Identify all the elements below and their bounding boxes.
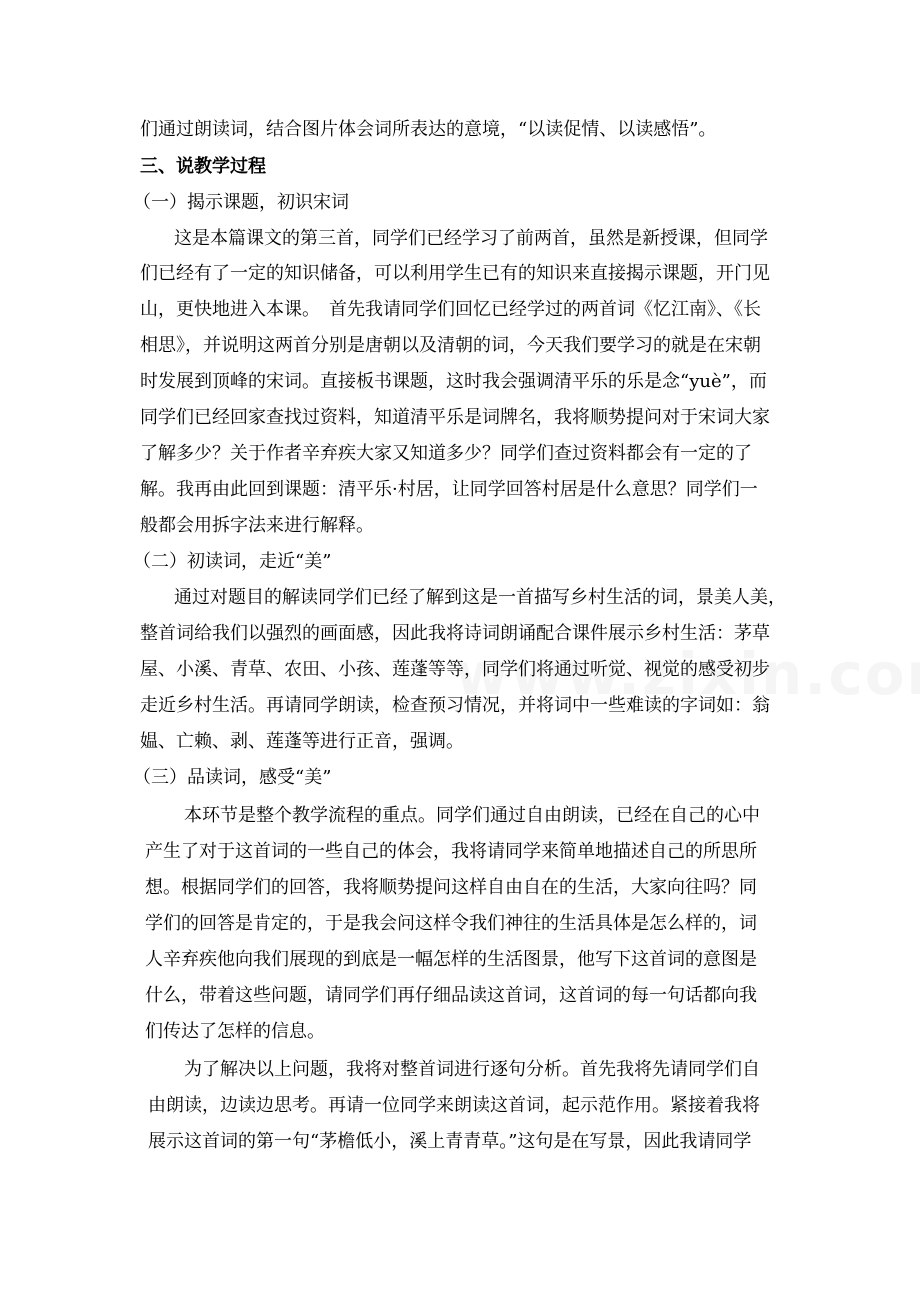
paragraph-line: 解。我再由此回到课题：清平乐·村居，让同学回答村居是什么意思？同学们一 — [140, 479, 758, 500]
paragraph-line: 屋、小溪、青草、农田、小孩、莲蓬等等，同学们将通过听觉、视觉的感受初步 — [140, 659, 770, 680]
paragraph-line: 整首词给我们以强烈的画面感，因此我将诗词朗诵配合课件展示乡村生活：茅草 — [140, 623, 770, 644]
paragraph-line: 展示这首词的第一句“茅檐低小，溪上青青草。”这句是在写景，因此我请同学 — [148, 1131, 752, 1152]
paragraph-line: 产生了对于这首词的一些自己的体会，我将请同学来简单地描述自己的所思所 — [145, 841, 757, 862]
paragraph-line: 本环节是整个教学流程的重点。同学们通过自由朗读，已经在自己的心中 — [148, 805, 760, 826]
paragraph-line: 们通过朗读词，结合图片体会词所表达的意境，“以读促情、以读感悟”。 — [140, 119, 717, 140]
paragraph-line: 由朗读，边读边思考。再请一位同学来朗读这首词，起示范作用。紧接着我将 — [148, 1095, 760, 1116]
paragraph-line: 为了解决以上问题，我将对整首词进行逐句分析。首先我将先请同学们自 — [148, 1059, 760, 1080]
paragraph-line: 想。根据同学们的回答，我将顺势提问这样自由自在的生活，大家向往吗？同 — [145, 877, 757, 898]
paragraph-line: 时发展到顶峰的宋词。直接板书课题，这时我会强调清平乐的乐是念“yuè”，而 — [140, 371, 767, 392]
paragraph-line: 同学们已经回家查找过资料，知道清平乐是词牌名，我将顺势提问对于宋词大家 — [140, 407, 770, 428]
paragraph-line: 们传达了怎样的信息。 — [145, 1021, 325, 1042]
paragraph-line: 般都会用拆字法来进行解释。 — [140, 515, 374, 536]
paragraph-line: 了解多少？关于作者辛弃疾大家又知道多少？同学们查过资料都会有一定的了 — [140, 443, 752, 464]
paragraph-line: 相思》，并说明这两首分别是唐朝以及清朝的词，今天我们要学习的就是在宋朝 — [140, 335, 761, 356]
paragraph-line: 人辛弃疾他向我们展现的到底是一幅怎样的生活图景，他写下这首词的意图是 — [145, 949, 757, 970]
paragraph-line: 通过对题目的解读同学们已经了解到这是一首描写乡村生活的词，景美人美， — [138, 587, 786, 608]
paragraph-line: 山，更快地进入本课。 首先我请同学们回忆已经学过的两首词《忆江南》、《长 — [140, 299, 761, 320]
paragraph-line: 学们的回答是肯定的，于是我会问这样令我们神往的生活具体是怎么样的，词 — [145, 913, 757, 934]
paragraph-line: 这是本篇课文的第三首，同学们已经学习了前两首，虽然是新授课，但同学 — [138, 228, 768, 249]
paragraph-line: 走近乡村生活。再请同学朗读，检查预习情况，并将词中一些难读的字词如：翁 — [140, 695, 770, 716]
paragraph-line: 们已经有了一定的知识储备，可以利用学生已有的知识来直接揭示课题，开门见 — [140, 263, 770, 284]
subsection-heading: （一）揭示课题，初识宋词 — [133, 192, 349, 213]
subsection-heading: （三）品读词，感受“美” — [133, 767, 332, 788]
paragraph-line: 什么，带着这些问题，请同学们再仔细品读这首词，这首词的每一句话都向我 — [145, 985, 757, 1006]
paragraph-line: 媪、亡赖、剥、莲蓬等进行正音，强调。 — [140, 731, 464, 752]
subsection-heading: （二）初读词，走近“美” — [133, 551, 332, 572]
section-heading: 三、说教学过程 — [140, 156, 266, 177]
